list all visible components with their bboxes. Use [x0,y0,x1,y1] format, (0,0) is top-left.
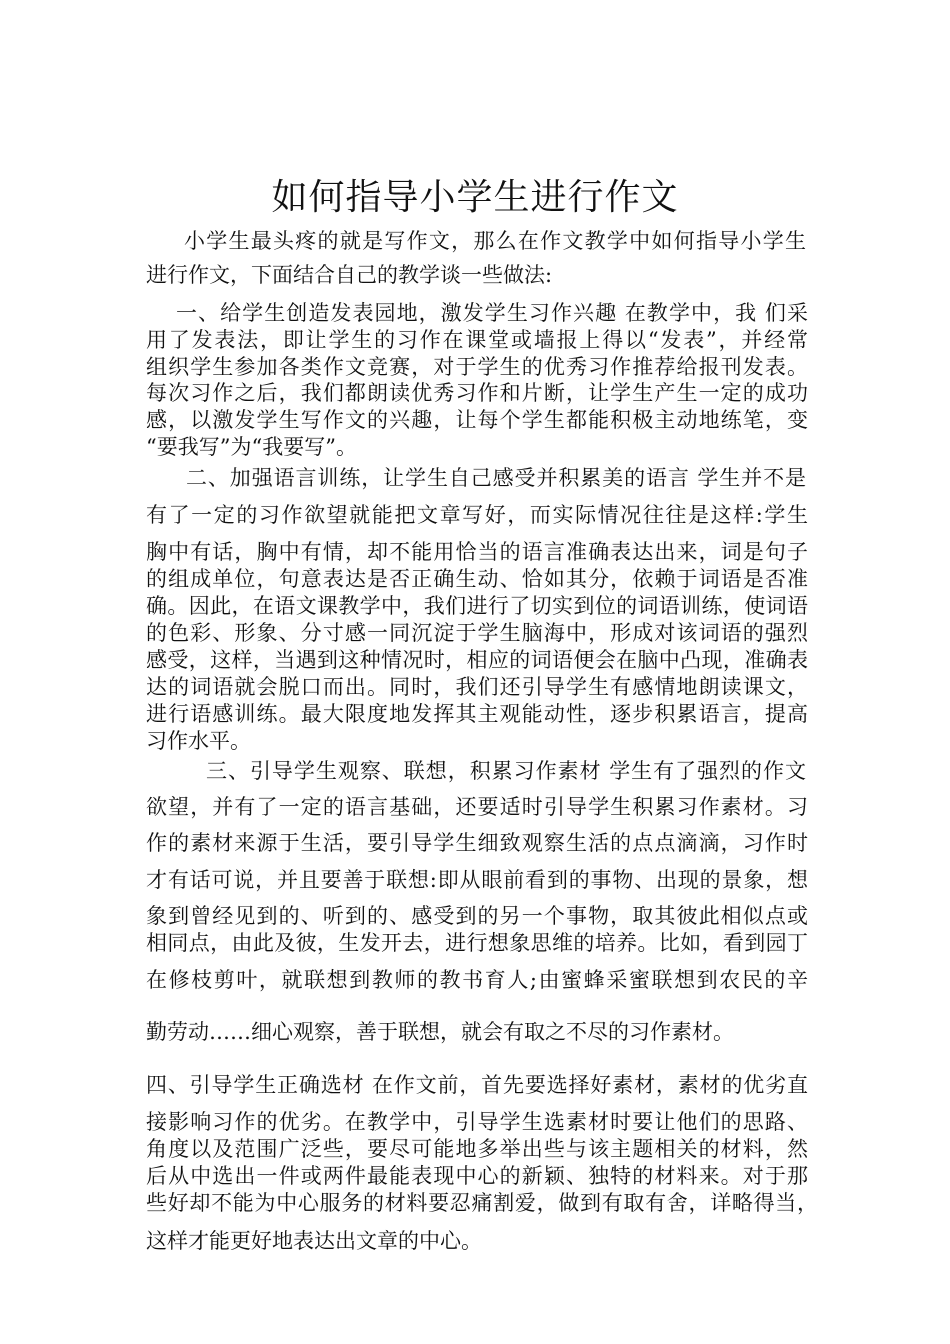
text-line: 些好却不能为中心服务的材料要忍痛割爱，做到有取有舍，详略得当， [146,1191,818,1215]
text-line: 象到曾经见到的、听到的、感受到的另一个事物，取其彼此相似点或 [146,904,808,928]
text-line: 接影响习作的优劣。在教学中，引导学生选素材时要让他们的思路、 [146,1110,808,1134]
text-line: 后从中选出一件或两件最能表现中心的新颖、独特的材料来。对于那 [146,1164,808,1188]
text-line: 用了发表法，即让学生的习作在课堂或墙报上得以“发表”，并经常 [146,328,808,352]
text-line: 习作水平。 [146,729,251,753]
text-line: 的色彩、形象、分寸感一同沉淀于学生脑海中，形成对该词语的强烈 [146,621,808,645]
text-line: 一、给学生创造发表园地，激发学生习作兴趣 在教学中，我 们采 [176,301,808,325]
text-line: 在修枝剪叶，就联想到教师的教书育人;由蜜蜂采蜜联想到农民的辛 [146,968,808,992]
text-line: 小学生最头疼的就是写作文，那么在作文教学中如何指导小学生 [184,229,806,253]
text-line: 三、引导学生观察、联想，积累习作素材 学生有了强烈的作文 [206,759,806,783]
text-line: 进行作文，下面结合自己的教学谈一些做法: [146,263,553,287]
text-line: 勤劳动……细心观察，善于联想，就会有取之不尽的习作素材。 [146,1020,734,1044]
text-line: 胸中有话，胸中有情，却不能用恰当的语言准确表达出来，词是句子 [146,540,808,564]
text-line: 感受，这样，当遇到这种情况时，相应的词语便会在脑中凸现，准确表 [146,648,808,672]
text-line: 感，以激发学生写作文的兴趣，让每个学生都能积极主动地练笔，变 [146,408,808,432]
text-line: 确。因此，在语文课教学中，我们进行了切实到位的词语训练，使词语 [146,594,808,618]
text-line: “要我写”为“我要写”。 [146,435,357,459]
text-line: 四、引导学生正确选材 在作文前，首先要选择好素材，素材的优劣直 [146,1073,808,1097]
text-line: 角度以及范围广泛些，要尽可能地多举出些与该主题相关的材料，然 [146,1137,808,1161]
text-line: 这样才能更好地表达出文章的中心。 [146,1229,482,1253]
text-line: 相同点，由此及彼，生发开去，进行想象思维的培养。比如，看到园丁 [146,931,808,955]
text-line: 每次习作之后，我们都朗读优秀习作和片断，让学生产生一定的成功 [146,381,808,405]
text-line: 组织学生参加各类作文竞赛，对于学生的优秀习作推荐给报刊发表。 [146,355,808,379]
document-title: 如何指导小学生进行作文 [271,177,679,218]
text-line: 作的素材来源于生活，要引导学生细致观察生活的点点滴滴，习作时 [146,831,808,855]
text-line: 达的词语就会脱口而出。同时，我们还引导学生有感情地朗读课文， [146,675,808,699]
text-line: 欲望，并有了一定的语言基础，还要适时引导学生积累习作素材。习 [146,795,808,819]
text-line: 二、加强语言训练，让学生自己感受并积累美的语言 学生并不是 [186,466,806,490]
text-line: 才有话可说，并且要善于联想:即从眼前看到的事物、出现的景象，想 [146,868,808,892]
text-line: 有了一定的习作欲望就能把文章写好，而实际情况往往是这样:学生 [146,503,808,527]
text-line: 进行语感训练。最大限度地发挥其主观能动性，逐步积累语言，提高 [146,702,808,726]
text-line: 的组成单位，句意表达是否正确生动、恰如其分，依赖于词语是否准 [146,567,808,591]
